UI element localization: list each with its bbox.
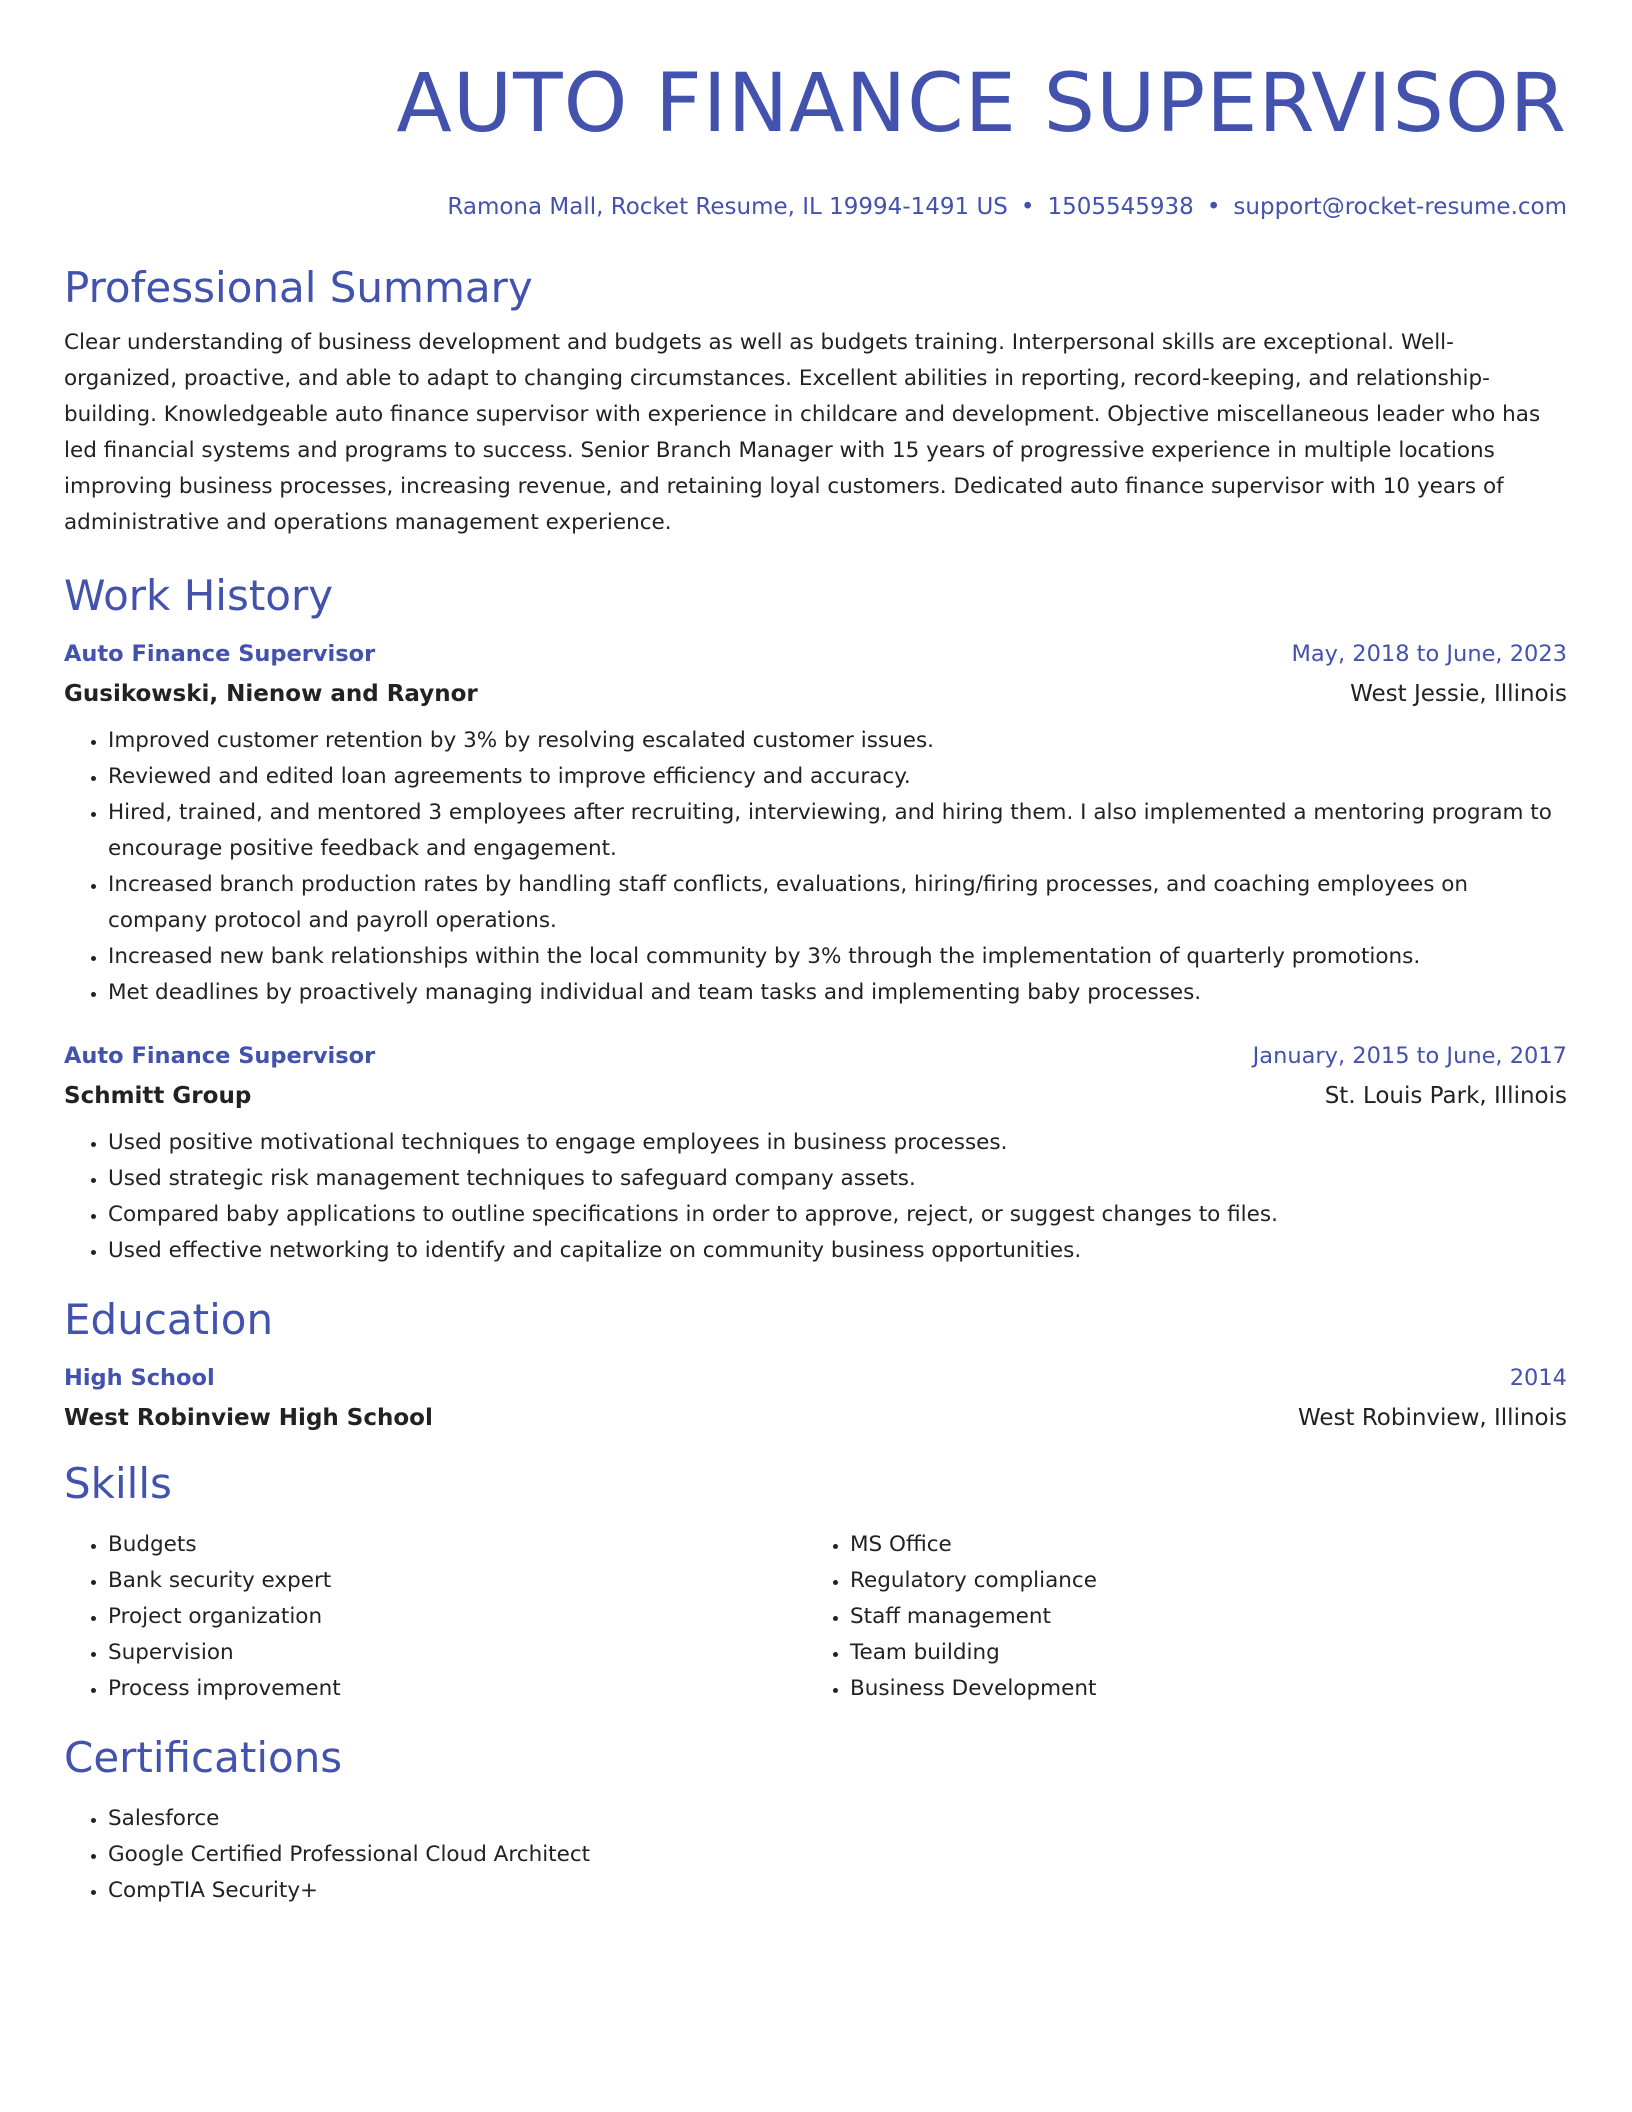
certifications-section [64,1733,1567,1909]
work-history-section [64,571,1567,1269]
certification-item: • Google Certified Professional Cloud Architect [108,1837,1567,1873]
job-company: Schmitt Group [64,1083,252,1109]
job-dates: January, 2015 to June, 2017 [1252,1043,1567,1069]
skill-item: • Business Development [850,1671,1548,1707]
job-location: St. Louis Park, Illinois [1324,1083,1567,1109]
skill-item: • Project organization [108,1599,806,1635]
skills-column-left [64,1527,806,1707]
job-bullet: • Improved customer retention by 3% by resolving escalated customer issues. [108,723,1567,759]
contact-separator: • [1020,194,1035,220]
education-title: Education [64,1295,274,1344]
job-bullet: • Compared baby applications to outline specifications in order to approve, reject, or suggest changes to files. [108,1197,1567,1233]
skill-item: • Regulatory compliance [850,1563,1548,1599]
resume-page [64,0,1567,1909]
contact-line [64,193,1567,221]
skills-list [806,1527,1548,1707]
contact-separator: • [1206,194,1221,220]
education-entry [64,1363,1567,1433]
education-section [64,1295,1567,1433]
skill-item: • MS Office [850,1527,1548,1563]
skill-item: • Team building [850,1635,1548,1671]
job-bullets [64,1125,1567,1269]
certifications-title: Certifications [64,1733,343,1782]
certifications-list [64,1801,1567,1909]
job-bullets [64,723,1567,1011]
job-bullet: • Met deadlines by proactively managing individual and team tasks and implementing baby processes. [108,975,1567,1011]
education-degree: High School [64,1365,215,1391]
job-entry [64,639,1567,1011]
education-location: West Robinview, Illinois [1297,1405,1567,1431]
job-bullet: • Used strategic risk management techniques to safeguard company assets. [108,1161,1567,1197]
skill-item: • Bank security expert [108,1563,806,1599]
job-bullet: • Used effective networking to identify and capitalize on community business opportunities. [108,1233,1567,1269]
contact-phone: 1505545938 [1047,194,1194,220]
summary-text: Clear understanding of business development and budgets as well as budgets training. Interpersonal skills are exceptional. Well-organized, proactive, and able to adapt to changing circumstances. Excellent abilities in reporting, record-keeping, and relationship-building. Knowledgeable auto finance supervisor with experience in childcare and development. Objective miscellaneous leader who has led financial systems and programs to success. Senior Branch Manager with 15 years of progressive experience in multiple locations improving business processes, increasing revenue, and retaining loyal customers. Dedicated auto finance supervisor with 10 years of administrative and operations management experience. [64,330,1541,535]
job-title: Auto Finance Supervisor [64,1043,376,1069]
summary-section [64,263,1567,541]
summary-title: Professional Summary [64,263,533,312]
certification-item: • CompTIA Security+ [108,1873,1567,1909]
skill-item: • Process improvement [108,1671,806,1707]
job-bullet: • Reviewed and edited loan agreements to improve efficiency and accuracy. [108,759,1567,795]
job-bullet: • Increased branch production rates by handling staff conflicts, evaluations, hiring/firing processes, and coaching employees on company protocol and payroll operations. [108,867,1567,939]
resume-name: AUTO FINANCE SUPERVISOR [396,57,1567,151]
education-year: 2014 [1509,1365,1567,1391]
job-entry [64,1041,1567,1269]
certification-item: • Salesforce [108,1801,1567,1837]
skill-item: • Budgets [108,1527,806,1563]
skill-item: • Supervision [108,1635,806,1671]
skills-column-right [806,1527,1548,1707]
job-location: West Jessie, Illinois [1350,681,1567,707]
job-bullet: • Used positive motivational techniques to engage employees in business processes. [108,1125,1567,1161]
job-title: Auto Finance Supervisor [64,641,376,667]
education-school: West Robinview High School [64,1405,433,1431]
skills-title: Skills [64,1459,172,1508]
skills-section [64,1459,1567,1707]
work-history-title: Work History [64,571,334,620]
contact-address: Ramona Mall, Rocket Resume, IL 19994-1491 US [447,194,1008,220]
contact-email: support@rocket-resume.com [1233,194,1567,220]
job-bullet: • Increased new bank relationships within the local community by 3% through the implementation of quarterly promotions. [108,939,1567,975]
job-bullet: • Hired, trained, and mentored 3 employees after recruiting, interviewing, and hiring them. I also implemented a mentoring program to encourage positive feedback and engagement. [108,795,1567,867]
skill-item: • Staff management [850,1599,1548,1635]
job-dates: May, 2018 to June, 2023 [1291,641,1567,667]
skills-list [64,1527,806,1707]
job-company: Gusikowski, Nienow and Raynor [64,681,478,707]
